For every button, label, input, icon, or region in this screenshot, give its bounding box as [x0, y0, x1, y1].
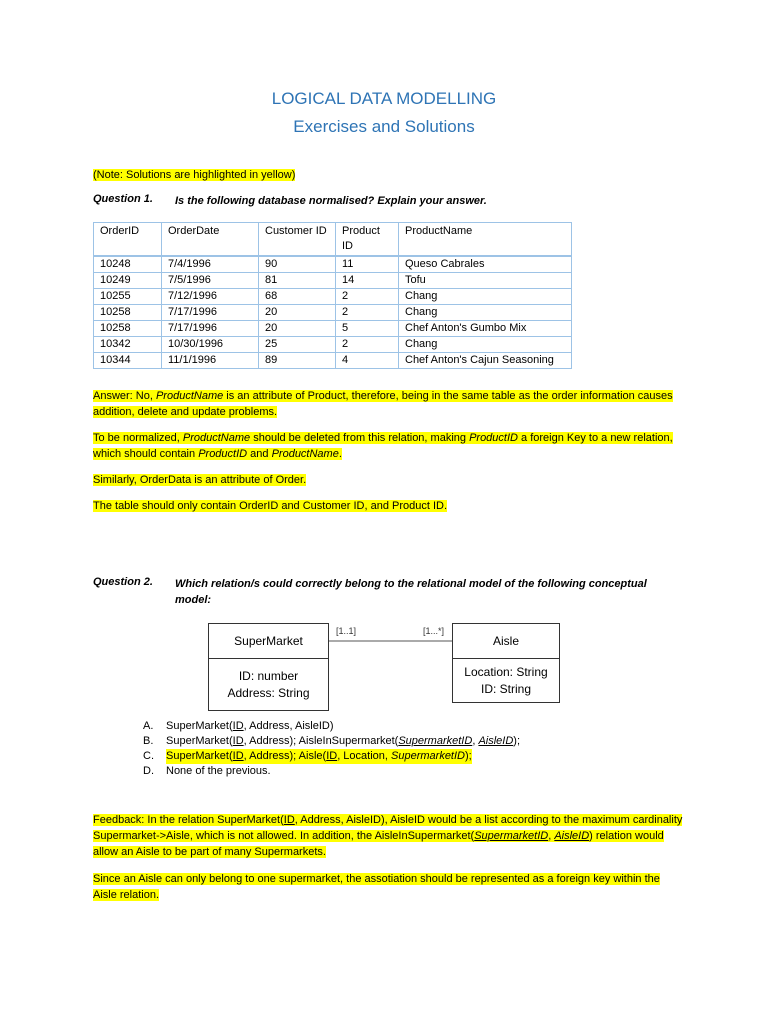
text-run: SuperMarket(	[166, 735, 233, 747]
table-cell: 81	[259, 273, 336, 289]
text-run: is an attribute of Product, therefore, being in the same table as the order information causes addition, delete and update problems.	[93, 390, 673, 418]
text-run: a foreign Key to a new relation, which should contain	[93, 432, 673, 460]
table-cell: 20	[259, 321, 336, 337]
text-run: SuperMarket(	[166, 720, 233, 732]
table-row	[94, 305, 572, 321]
table-cell: 2	[336, 337, 399, 353]
entity-name: Aisle	[453, 624, 559, 659]
table-header-cell: Customer ID	[259, 223, 336, 257]
aisle-entity	[452, 623, 560, 703]
table-body	[94, 256, 572, 369]
table-header-cell: OrderID	[94, 223, 162, 257]
table-cell: Chef Anton's Gumbo Mix	[399, 321, 572, 337]
table-cell: Chang	[399, 305, 572, 321]
table-header-row	[94, 223, 572, 257]
table-cell: 4	[336, 353, 399, 369]
supermarket-entity	[208, 623, 329, 711]
text-run: Answer: No,	[93, 390, 156, 402]
question-2-label: Question 2.	[93, 576, 153, 588]
answer-paragraph-1	[93, 388, 683, 420]
text-run: ID	[232, 750, 244, 762]
option-text	[166, 749, 472, 764]
table-cell: 11	[336, 256, 399, 273]
left-multiplicity: [1..1]	[336, 626, 357, 636]
table-row	[94, 353, 572, 369]
option-c	[143, 749, 520, 764]
text-run: Feedback: In the relation SuperMarket(	[93, 814, 284, 826]
text-run: should be deleted from this relation, making	[250, 432, 470, 444]
option-b	[143, 734, 520, 749]
question-1-text: Is the following database normalised? Explain your answer.	[175, 195, 487, 207]
association-line	[327, 636, 453, 646]
text-run: SupermarketID	[391, 750, 465, 762]
table-cell: 68	[259, 289, 336, 305]
text-run: , Location,	[337, 750, 392, 762]
table-cell: 7/5/1996	[162, 273, 259, 289]
feedback-paragraph-2	[93, 871, 683, 903]
option-letter: B.	[143, 735, 154, 747]
table-cell: 7/17/1996	[162, 305, 259, 321]
answer-text: Similarly, OrderData is an attribute of Order.	[93, 474, 307, 486]
table-cell: 11/1/1996	[162, 353, 259, 369]
table-cell: 7/12/1996	[162, 289, 259, 305]
table-cell: 25	[259, 337, 336, 353]
table-cell: 20	[259, 305, 336, 321]
option-letter: C.	[143, 750, 154, 762]
table-cell: 7/17/1996	[162, 321, 259, 337]
entity-attribute: Location: String	[464, 664, 548, 679]
entity-attributes	[453, 659, 559, 702]
text-run: ) relation would allow an Aisle to be part of many Supermarkets.	[93, 830, 664, 858]
table-row	[94, 337, 572, 353]
text-run: ProductID	[469, 432, 518, 444]
answer-text	[93, 432, 673, 460]
text-run: ID	[232, 720, 244, 732]
answer-text: The table should only contain OrderID and Customer ID, and Product ID.	[93, 500, 448, 512]
feedback-text	[93, 814, 682, 858]
text-run: , Address, AisleID), AisleID would be a list according to the maximum cardinality Supermarket->Aisle, which is not allowed. In addition, the AisleInSupermarket(	[93, 814, 683, 842]
question-2-text: Which relation/s could correctly belong to the relational model of the following conceptual model:	[175, 578, 647, 606]
note-line	[93, 167, 683, 183]
entity-attribute: ID: number	[238, 668, 299, 683]
entity-attribute: ID: String	[480, 681, 531, 696]
table-cell: 10258	[94, 305, 162, 321]
answer-text	[93, 390, 673, 418]
right-multiplicity: [1...*]	[423, 626, 445, 636]
option-letter: A.	[143, 720, 154, 732]
text-run: , Address); Aisle(	[243, 750, 327, 762]
answer-paragraph-4	[93, 498, 683, 514]
entity-attribute: Address: String	[227, 685, 310, 700]
text-run: );	[513, 735, 521, 747]
table-cell: 14	[336, 273, 399, 289]
entity-name: SuperMarket	[209, 624, 328, 659]
text-run: ProductName	[271, 448, 339, 460]
table-cell: 5	[336, 321, 399, 337]
answer-options	[143, 719, 520, 779]
table-cell: 7/4/1996	[162, 256, 259, 273]
table-cell: Chang	[399, 337, 572, 353]
option-letter: D.	[143, 765, 154, 777]
answer-paragraph-3	[93, 472, 683, 488]
option-a	[143, 719, 520, 734]
text-run: ID	[283, 814, 295, 826]
table-header-cell: ProductName	[399, 223, 572, 257]
text-run: AisleID	[478, 735, 514, 747]
text-run: ,	[548, 830, 552, 842]
text-run: );	[465, 750, 472, 762]
document-subtitle: Exercises and Solutions	[293, 117, 475, 136]
feedback-paragraph-1	[93, 812, 683, 860]
table-cell: Queso Cabrales	[399, 256, 572, 273]
table-row	[94, 256, 572, 273]
table-header-cell: OrderDate	[162, 223, 259, 257]
table-cell: 10344	[94, 353, 162, 369]
option-text	[166, 734, 520, 749]
option-d	[143, 764, 520, 779]
table-header-cell: Product ID	[336, 223, 399, 257]
answer-paragraph-2	[93, 430, 683, 462]
table-cell: 10249	[94, 273, 162, 289]
table-cell: Chang	[399, 289, 572, 305]
text-run: SupermarketID	[398, 735, 473, 747]
text-run: To be normalized,	[93, 432, 183, 444]
entity-attributes	[209, 659, 328, 710]
text-run: SupermarketID	[474, 830, 549, 842]
text-run: , Address, AisleID)	[243, 720, 334, 732]
text-run: AisleID	[554, 830, 590, 842]
table-cell: 90	[259, 256, 336, 273]
feedback-text: Since an Aisle can only belong to one supermarket, the assotiation should be represented as a foreign key within the Aisle relation.	[93, 873, 660, 901]
table-cell: Chef Anton's Cajun Seasoning	[399, 353, 572, 369]
document-title: LOGICAL DATA MODELLING	[271, 89, 497, 108]
text-run: ID	[232, 735, 244, 747]
text-run: ProductID	[198, 448, 248, 460]
table-cell: 10/30/1996	[162, 337, 259, 353]
note-text: (Note: Solutions are highlighted in yellow)	[93, 169, 296, 181]
table-cell: 10248	[94, 256, 162, 273]
table-cell: 10255	[94, 289, 162, 305]
text-run: ProductName	[155, 390, 224, 402]
text-run: , Address); AisleInSupermarket(	[243, 735, 399, 747]
text-run: SuperMarket(	[166, 750, 233, 762]
option-text	[166, 719, 334, 734]
table-cell: 2	[336, 305, 399, 321]
table-row	[94, 321, 572, 337]
table-cell: 10342	[94, 337, 162, 353]
table-row	[94, 289, 572, 305]
table-cell: 89	[259, 353, 336, 369]
text-run: ,	[472, 735, 479, 747]
question-1-label: Question 1.	[93, 193, 153, 205]
table-row	[94, 273, 572, 289]
table-cell: Tofu	[399, 273, 572, 289]
text-run: .	[338, 448, 342, 460]
orders-table	[93, 222, 572, 369]
table-cell: 10258	[94, 321, 162, 337]
option-text: None of the previous.	[166, 765, 271, 777]
text-run: ProductName	[182, 432, 251, 444]
text-run: and	[247, 448, 272, 460]
text-run: ID	[326, 750, 338, 762]
table-cell: 2	[336, 289, 399, 305]
